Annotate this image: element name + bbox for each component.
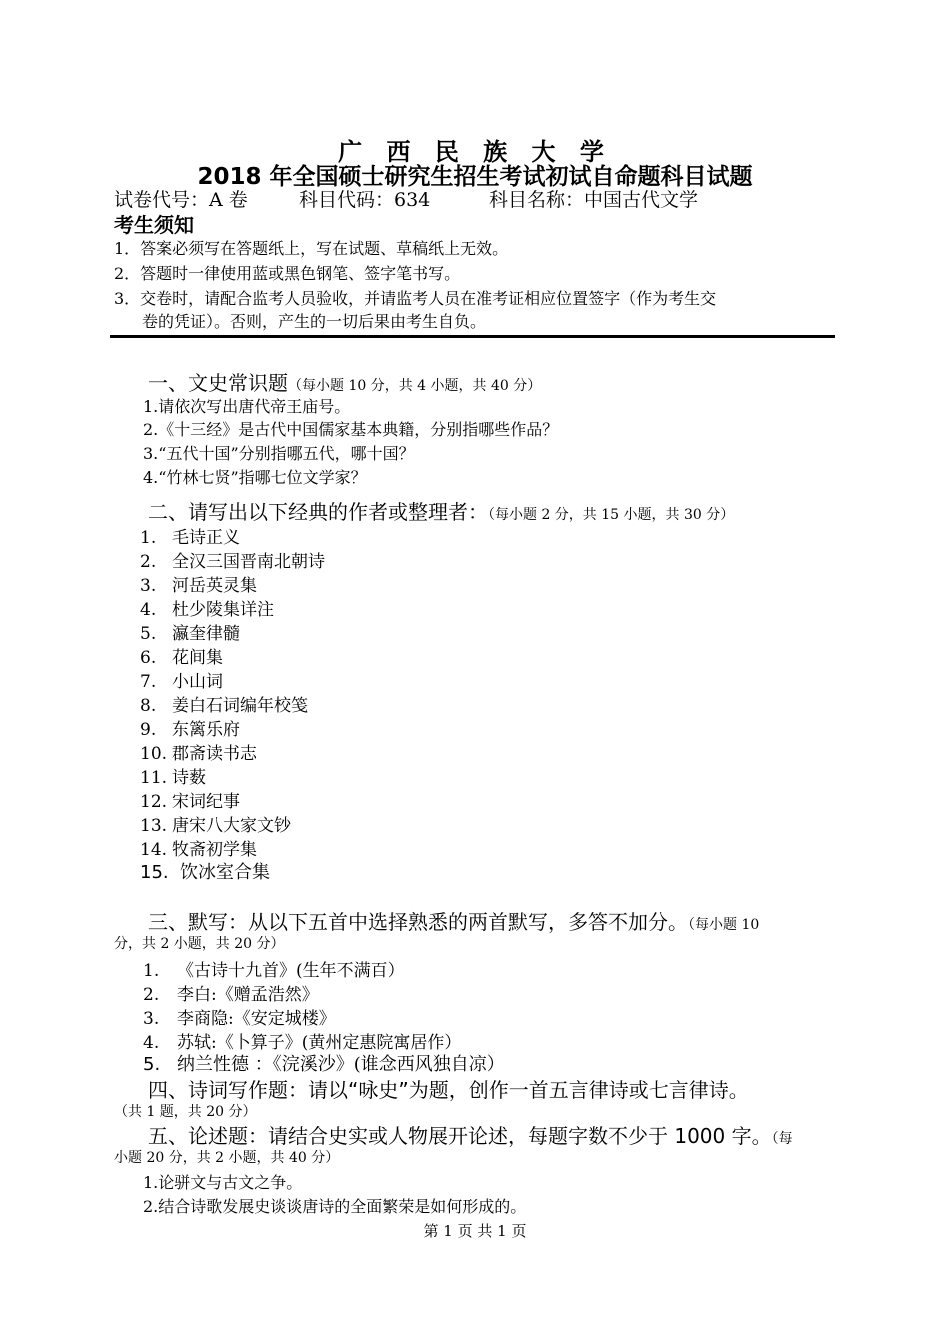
section-1-note: （每小题 10 分，共 4 小题，共 40 分） (288, 378, 542, 394)
section-4-heading: 四、诗词写作题：请以“咏史”为题，创作一首五言律诗或七言律诗。 (148, 1078, 749, 1102)
item-text: 花间集 (172, 648, 223, 668)
item-number: 3. (140, 576, 157, 596)
item-number: 12. (140, 792, 168, 812)
section-3-heading (148, 906, 759, 935)
item-text: 瀛奎律髓 (172, 624, 240, 644)
item-number: 1. (143, 961, 160, 981)
section-1-title: 一、文史常识题 (148, 371, 288, 395)
question-item: 1.论骈文与古文之争。 (143, 1173, 303, 1192)
notice-item: 卷的凭证）。否则，产生的一切后果由考生自负。 (142, 312, 487, 331)
item-text: 姜白石词编年校笺 (172, 696, 308, 716)
item-text: 李商隐:《安定城楼》 (177, 1009, 336, 1029)
item-number: 14. (140, 840, 168, 860)
university-name: 广 西 民 族 大 学 (338, 138, 612, 166)
item-number: 4. (143, 1033, 160, 1053)
item-text: 小山词 (172, 672, 223, 692)
item-text: 毛诗正义 (172, 528, 240, 548)
item-text: 牧斋初学集 (172, 840, 257, 860)
list-item (140, 835, 257, 860)
section-3-note: （每小题 10 (688, 917, 760, 933)
item-text: 苏轼:《卜算子》(黄州定惠院寓居作） (177, 1033, 462, 1053)
list-item (140, 667, 223, 692)
question-item: 2.结合诗歌发展史谈谈唐诗的全面繁荣是如何形成的。 (143, 1197, 527, 1216)
exam-meta (114, 185, 698, 212)
item-number: 1. (140, 528, 157, 548)
question-item: 4.“竹林七贤”指哪七位文学家？ (143, 468, 367, 487)
notice-heading: 考生须知 (114, 213, 194, 237)
list-item (140, 787, 240, 812)
list-item (140, 763, 206, 788)
exam-title: 2018 年全国硕士研究生招生考试初试自命题科目试题 (197, 164, 753, 190)
list-item (140, 643, 223, 668)
item-number: 2. (143, 985, 160, 1005)
list-item (140, 571, 257, 596)
item-text: 河岳英灵集 (172, 576, 257, 596)
item-text: 诗薮 (172, 768, 206, 788)
list-item (143, 980, 319, 1005)
question-item: 3.“五代十国”分别指哪五代，哪十国？ (143, 444, 415, 463)
list-item (143, 1004, 336, 1029)
item-number: 9. (140, 720, 157, 740)
item-text: 李白:《赠孟浩然》 (177, 985, 319, 1005)
item-number: 4. (140, 600, 157, 620)
list-item (140, 691, 308, 716)
item-text: 全汉三国晋南北朝诗 (172, 552, 325, 572)
item-number: 11. (140, 768, 168, 788)
section-2-heading (148, 496, 734, 525)
item-text: 纳兰性德 ：《浣溪沙》(谁念西风独自凉） (177, 1054, 505, 1075)
item-number: 6. (140, 648, 157, 668)
item-text: 郡斋读书志 (172, 744, 257, 764)
section-3-title: 三、默写：从以下五首中选择熟悉的两首默写，多答不加分。 (148, 910, 688, 934)
section-5-note-cont: 小题 20 分，共 2 小题，共 40 分） (114, 1150, 340, 1166)
section-2-note: （每小题 2 分，共 15 小题，共 30 分） (488, 507, 735, 523)
item-number: 8. (140, 696, 157, 716)
page-footer: 第 1 页 共 1 页 (423, 1222, 527, 1240)
paper-code: 试卷代号：A 卷 (114, 189, 248, 211)
item-text: 宋词纪事 (172, 792, 240, 812)
item-text: 唐宋八大家文钞 (172, 816, 291, 836)
notice-item: 3．交卷时，请配合监考人员验收，并请监考人员在准考证相应位置签字（作为考生交 (114, 289, 717, 308)
section-5-title: 五、论述题：请结合史实或人物展开论述，每题字数不少于 1000 字。 (148, 1124, 772, 1148)
section-4-note: （共 1 题，共 20 分） (114, 1104, 257, 1120)
item-number: 5. (143, 1054, 161, 1075)
question-item: 2.《十三经》是古代中国儒家基本典籍，分别指哪些作品？ (143, 420, 559, 439)
item-number: 3. (143, 1009, 160, 1029)
list-item (140, 595, 274, 620)
item-number: 13. (140, 816, 168, 836)
item-number: 10. (140, 744, 168, 764)
notice-item: 1．答案必须写在答题纸上，写在试题、草稿纸上无效。 (114, 239, 509, 258)
item-number: 5. (140, 624, 157, 644)
question-item: 1.请依次写出唐代帝王庙号。 (143, 397, 351, 416)
list-item (140, 619, 240, 644)
item-text: 杜少陵集详注 (172, 600, 274, 620)
divider-rule (110, 335, 835, 338)
list-item (140, 715, 240, 740)
list-item (140, 811, 291, 836)
item-number: 15. (140, 862, 169, 883)
list-item (143, 1050, 505, 1076)
section-3-note-cont: 分，共 2 小题，共 20 分） (114, 936, 285, 952)
list-item (140, 858, 270, 884)
item-number: 2. (140, 552, 157, 572)
list-item (143, 956, 405, 981)
item-number: 7. (140, 672, 157, 692)
list-item (140, 739, 257, 764)
item-text: 《古诗十九首》(生年不满百） (177, 961, 405, 981)
notice-item: 2．答题时一律使用蓝或黑色钢笔、签字笔书写。 (114, 264, 461, 283)
section-5-note: （每 (771, 1131, 793, 1147)
subject-name: 科目名称：中国古代文学 (489, 189, 699, 211)
list-item (140, 547, 325, 572)
item-text: 饮冰室合集 (180, 862, 270, 883)
list-item (140, 523, 240, 548)
subject-code: 科目代码：634 (299, 189, 431, 211)
section-5-heading (148, 1120, 793, 1149)
item-text: 东篱乐府 (172, 720, 240, 740)
section-2-title: 二、请写出以下经典的作者或整理者： (148, 500, 488, 524)
section-1-heading (148, 367, 541, 396)
